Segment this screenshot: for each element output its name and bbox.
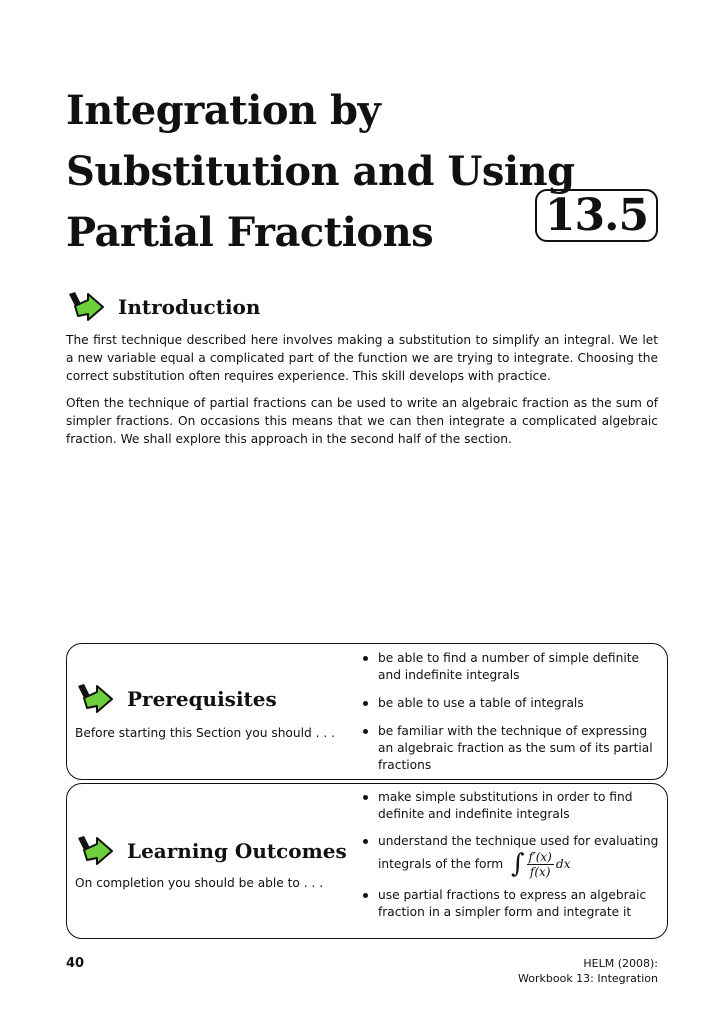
green-arrow-icon	[66, 290, 106, 324]
prerequisites-box	[66, 643, 668, 780]
learning-outcomes-left	[75, 834, 347, 890]
title-line-2: Substitution and Using	[66, 148, 575, 195]
formula-differential: dx	[555, 857, 571, 871]
learning-outcomes-list	[363, 789, 663, 921]
title-line-3: Partial Fractions	[66, 209, 434, 256]
list-item: make simple substitutions in order to find definite and indefinite integrals	[363, 789, 663, 823]
green-arrow-icon	[75, 834, 115, 868]
footer-publisher: HELM (2008):	[583, 957, 658, 970]
introduction-paragraph-2: Often the technique of partial fractions can be used to write an algebraic fraction as the sum of simpler fractions. On occasions this means that we can then integrate a complicated algebraic fraction. We shall explore this approach in the second half of the section.	[66, 396, 658, 446]
prerequisites-list	[363, 650, 663, 774]
footer-citation	[518, 956, 658, 986]
list-item: be able to find a number of simple definite and indefinite integrals	[363, 650, 663, 684]
list-item	[363, 833, 663, 879]
outcome-text: understand the technique used for evaluating integrals of the form	[378, 834, 659, 871]
green-arrow-icon	[75, 682, 115, 716]
prerequisites-heading: Prerequisites	[127, 687, 277, 711]
section-number-badge: 13.5	[535, 189, 658, 242]
list-item: use partial fractions to express an algebraic fraction in a simpler form and integrate it	[363, 887, 663, 921]
learning-outcomes-heading: Learning Outcomes	[127, 839, 347, 863]
title-line-1: Integration by	[66, 87, 381, 134]
introduction-paragraph-1: The first technique described here involves making a substitution to simplify an integral. We let a new variable equal a complicated part of the function we are trying to integrate. Choosing the correct substitution often requires experience. This skill develops with practice.	[66, 333, 658, 383]
list-item: be familiar with the technique of expressing an algebraic fraction as the sum of its partial fractions	[363, 723, 663, 774]
prerequisites-subtitle: Before starting this Section you should . . .	[75, 726, 335, 740]
learning-outcomes-subtitle: On completion you should be able to . . .	[75, 876, 324, 890]
list-item: be able to use a table of integrals	[363, 695, 663, 712]
learning-outcomes-heading-row	[75, 834, 347, 868]
page-number: 40	[66, 956, 85, 971]
prerequisites-left	[75, 682, 335, 740]
formula-numerator: f′(x)	[528, 850, 552, 864]
formula-denominator: f(x)	[529, 865, 551, 879]
page-title	[66, 80, 586, 263]
formula-fraction	[527, 850, 554, 879]
footer-workbook: Workbook 13: Integration	[518, 972, 658, 985]
integral-sign: ∫	[511, 849, 525, 879]
introduction-heading: Introduction	[118, 295, 261, 319]
introduction-heading-row	[66, 290, 260, 324]
learning-outcomes-box	[66, 783, 668, 939]
prerequisites-heading-row	[75, 682, 335, 716]
